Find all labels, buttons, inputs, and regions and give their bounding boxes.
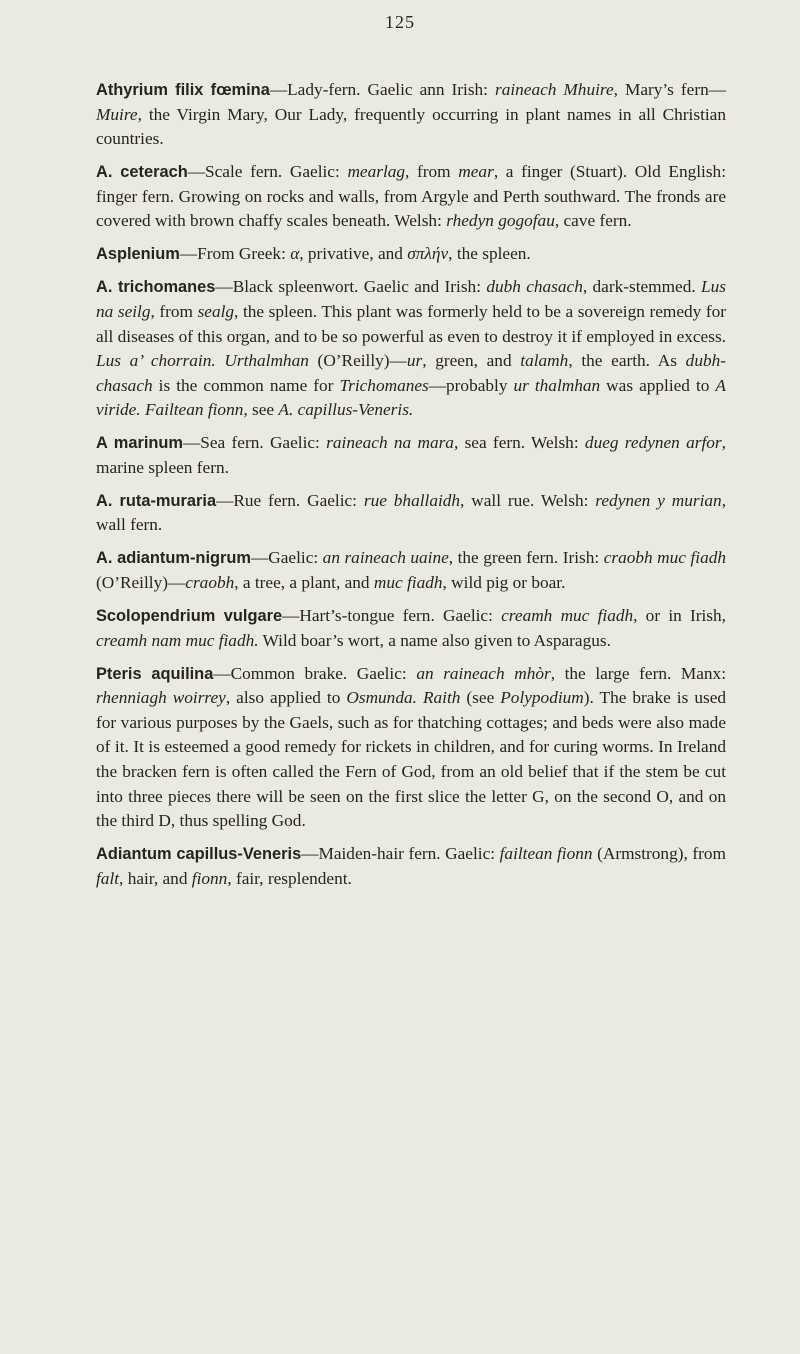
- entry-text: , the spleen.: [448, 244, 531, 264]
- entry: [96, 78, 726, 152]
- entry-text: , see: [243, 400, 279, 420]
- entry-text: , wall rue. Welsh:: [460, 490, 596, 510]
- italic-term: creamh muc fiadh: [501, 606, 634, 626]
- italic-term: an raineach mhòr: [416, 663, 551, 683]
- entry-text: , green, and: [422, 351, 521, 371]
- page-body: [96, 78, 726, 900]
- italic-term: ur: [406, 351, 423, 371]
- page-number: 125: [385, 12, 415, 32]
- italic-term: an raineach uaine: [322, 548, 449, 568]
- entry-text: , a tree, a plant, and: [234, 573, 374, 593]
- italic-term: Raith: [422, 688, 461, 708]
- entry: [96, 604, 726, 653]
- entry: [96, 489, 726, 538]
- entry-text: (O’Reilly)—: [308, 351, 407, 371]
- italic-term: rhenniagh woirrey: [96, 688, 226, 708]
- entry-text: , the earth. As: [568, 351, 686, 371]
- italic-term: A. capillus-Veneris.: [278, 400, 414, 420]
- italic-term: σπλήν: [407, 244, 449, 264]
- italic-term: dubh-chasach: [96, 351, 726, 395]
- italic-term: Polypodium: [500, 688, 584, 708]
- entry-text: , also applied to: [225, 688, 347, 708]
- entry-text: , or in Irish,: [633, 606, 726, 626]
- italic-term: craobh muc fiadh: [603, 548, 726, 568]
- entry-text: —Rue fern. Gaelic:: [216, 490, 364, 510]
- italic-term: sealg: [197, 301, 235, 321]
- entry-text: , fair, resplendent.: [227, 868, 352, 888]
- entry-text: , from: [150, 301, 198, 321]
- italic-term: falt: [96, 868, 120, 888]
- entry-text: , the green fern. Irish:: [448, 548, 604, 568]
- entry-text: —Sea fern. Gaelic:: [182, 433, 327, 453]
- entry-text: , privative, and: [299, 244, 408, 264]
- entry-heading: Adiantum capillus-Veneris: [96, 845, 302, 864]
- entry-text: —Scale fern. Gaelic:: [187, 162, 348, 182]
- entry-text: ). The brake is used for various purposes by the Gaels, such as for thatching cottages; and beds were also made of it. It is esteemed a good remedy for rickets in children, and for curing worms. In Ireland the bracken fern is often called the Fern of God, from an old belief that if the stem be cut into three pieces there will be seen on the first slice the letter G, on the second O, and on the third D, thus spelling God.: [96, 688, 727, 831]
- entry-heading: A. trichomanes: [96, 278, 216, 297]
- italic-term: raineach na mara: [326, 433, 454, 453]
- entry-text: —probably: [428, 375, 514, 395]
- entry-heading: A. adiantum-nigrum: [96, 549, 251, 568]
- entry-text: , sea fern. Welsh:: [453, 433, 585, 453]
- italic-term: A viride. Failtean fionn: [96, 375, 726, 420]
- italic-term: Osmunda.: [346, 688, 417, 708]
- italic-term: fionn: [191, 868, 228, 888]
- entry-text: , the large fern. Manx:: [550, 663, 726, 683]
- entry: [96, 160, 726, 234]
- italic-term: rue bhallaidh: [363, 490, 461, 510]
- entry-text: , the spleen. This plant was formerly held to be a sovereign remedy for all diseases of this organ, and to be so powerful as even to destroy it if employed in excess.: [96, 301, 726, 346]
- italic-term: ur thalmhan: [513, 375, 601, 395]
- entry-text: —Common brake. Gaelic:: [213, 663, 417, 683]
- italic-term: failtean fionn: [499, 844, 593, 864]
- entry-text: is the common name for: [152, 375, 340, 395]
- entry-text: , wall fern.: [96, 490, 727, 535]
- entry-heading: Asplenium: [96, 245, 180, 264]
- italic-term: dubh chasach: [486, 277, 583, 297]
- entry-text: (Armstrong), from: [592, 844, 726, 864]
- entry-text: —From Greek:: [179, 244, 291, 264]
- entry-text: —Maiden-hair fern. Gaelic:: [301, 844, 500, 864]
- entry-text: —Gaelic:: [250, 548, 323, 568]
- entry: [96, 662, 726, 834]
- entry-text: , from: [405, 162, 459, 182]
- entry-text: (see: [460, 688, 501, 708]
- italic-term: muc fiadh: [373, 573, 443, 593]
- italic-term: Muire: [96, 104, 138, 124]
- entry-text: , wild pig or boar.: [442, 573, 566, 593]
- entry-text: —Hart’s-tongue fern. Gaelic:: [282, 606, 502, 626]
- italic-term: dueg redynen arfor: [584, 433, 722, 453]
- italic-term: creamh nam muc fiadh.: [96, 630, 259, 650]
- italic-term: α: [290, 244, 300, 264]
- entry-text: —Lady-fern. Gaelic ann Irish:: [269, 80, 495, 99]
- entry-text: (O’Reilly)—: [96, 573, 186, 593]
- entry: [96, 431, 726, 480]
- italic-term: redynen y murian: [595, 490, 722, 510]
- entry-text: , marine spleen fern.: [96, 433, 726, 477]
- italic-term: mearlag: [347, 162, 406, 182]
- entry: [96, 242, 726, 267]
- entry-heading: Scolopendrium vulgare: [96, 607, 283, 626]
- entry: [96, 546, 726, 595]
- entry-text: was applied to: [600, 375, 716, 395]
- entry-text: , the Virgin Mary, Our Lady, frequently occurring in plant names in all Christian countries.: [96, 104, 726, 149]
- entry-heading: Athyrium filix fœmina: [96, 81, 270, 99]
- italic-term: Trichomanes: [339, 375, 429, 395]
- entry-text: , dark-stemmed.: [582, 277, 702, 297]
- italic-term: Lus na seilg: [96, 277, 726, 321]
- entry-text: Wild boar’s wort, a name also given to Asparagus.: [258, 630, 611, 650]
- entry-text: , a finger (Stuart). Old English: finger fern. Growing on rocks and walls, from Argyle and Perth southward. The fronds are covered with brown chaffy scales beneath. Welsh:: [96, 162, 726, 231]
- entry-heading: A. ceterach: [96, 163, 188, 182]
- entry-heading: A marinum: [96, 434, 183, 453]
- italic-term: rhedyn gogofau: [446, 211, 555, 231]
- entry-text: , cave fern.: [554, 211, 632, 231]
- entry-heading: A. ruta-muraria: [96, 491, 217, 510]
- italic-term: craobh: [185, 573, 235, 593]
- italic-term: mear: [458, 162, 494, 182]
- entry: [96, 275, 726, 423]
- entry-text: —Black spleenwort. Gaelic and Irish:: [215, 277, 487, 297]
- italic-term: talamh: [520, 351, 569, 371]
- italic-term: raineach Mhuire: [494, 80, 614, 99]
- italic-term: Lus a’ chorrain. Urthalmhan: [96, 351, 309, 371]
- entry-heading: Pteris aquilina: [96, 664, 214, 683]
- entry-text: , hair, and: [119, 868, 192, 888]
- entry: [96, 842, 726, 891]
- entry-text: , Mary’s fern—: [613, 80, 726, 99]
